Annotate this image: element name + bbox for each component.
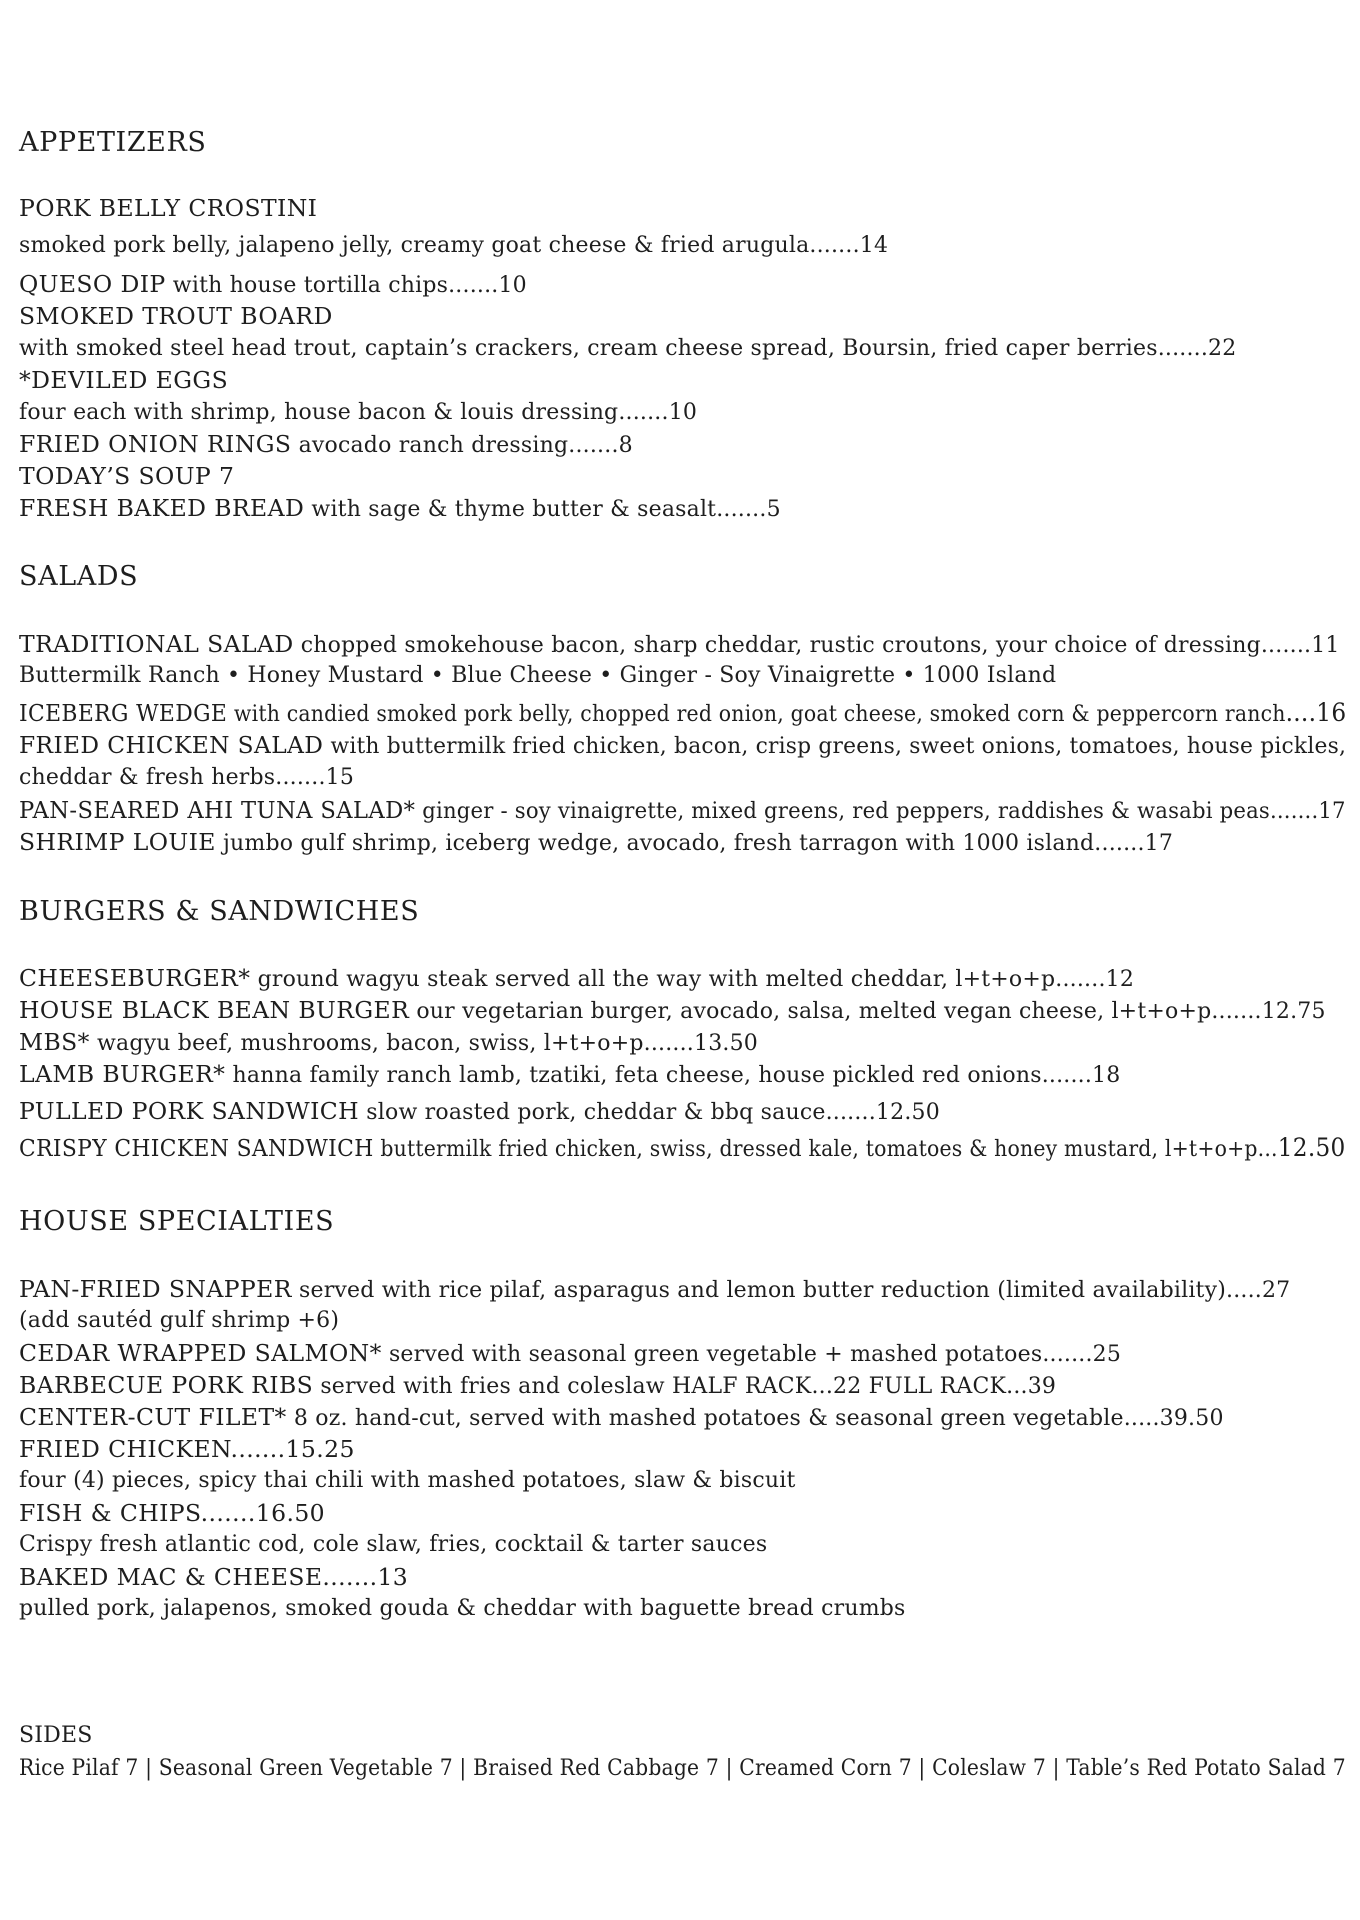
menu-item-ahi-tuna-salad [19, 796, 1346, 826]
menu-item-pork-belly-crostini [19, 194, 317, 224]
item-description: chopped smokehouse bacon, sharp cheddar, rustic croutons, your choice of dressing.......11 [293, 633, 1340, 658]
salads-heading: SALADS [19, 561, 139, 592]
item-description: served with seasonal green vegetable + mashed potatoes.......25 [381, 1342, 1122, 1367]
menu-item-fried-chicken [19, 1435, 355, 1465]
item-name: CRISPY CHICKEN SANDWICH [19, 1134, 374, 1162]
item-description: Crispy fresh atlantic cod, cole slaw, fries, cocktail & tarter sauces [19, 1532, 768, 1557]
menu-item-cedar-wrapped-salmon [19, 1339, 1121, 1369]
burgers-heading: BURGERS & SANDWICHES [19, 896, 420, 927]
item-name: MBS* [19, 1028, 90, 1056]
item-name: FRIED CHICKEN.......15.25 [19, 1435, 355, 1463]
item-name: CENTER-CUT FILET* [19, 1403, 287, 1431]
item-addon: (add sautéd gulf shrimp +6) [19, 1308, 340, 1333]
item-name: ICEBERG WEDGE [19, 699, 228, 727]
item-description: wagyu beef, mushrooms, bacon, swiss, l+t+o+p.......13.50 [89, 1031, 758, 1056]
item-description: served with rice pilaf, asparagus and lemon butter reduction (limited availability).....27 [291, 1278, 1291, 1303]
item-name: TODAY’S SOUP 7 [19, 462, 235, 490]
item-name: PORK BELLY CROSTINI [19, 194, 318, 222]
item-name: QUESO DIP [19, 270, 166, 298]
menu-item-smoked-trout-board [19, 302, 333, 332]
menu-item-center-cut-filet [19, 1403, 1224, 1433]
menu-item-iceberg-wedge [19, 699, 1346, 729]
item-name: HOUSE BLACK BEAN BURGER [19, 996, 410, 1024]
menu-item-fish-and-chips [19, 1499, 325, 1529]
menu-item-black-bean-burger [19, 996, 1326, 1026]
item-name: SHRIMP LOUIE [19, 828, 216, 856]
menu-item-crispy-chicken-sandwich [19, 1134, 1346, 1164]
item-description: avocado ranch dressing.......8 [291, 433, 633, 458]
menu-item-traditional-salad [19, 630, 1340, 660]
item-description: four (4) pieces, spicy thai chili with mashed potatoes, slaw & biscuit [19, 1468, 796, 1493]
item-price: 12.50 [1277, 1133, 1346, 1162]
item-description: ground wagyu steak served all the way with melted cheddar, l+t+o+p.......12 [250, 967, 1135, 992]
item-name: TRADITIONAL SALAD [19, 630, 294, 658]
item-description: slow roasted pork, cheddar & bbq sauce.......12.50 [359, 1100, 940, 1125]
item-description: with sage & thyme butter & seasalt.......5 [304, 497, 781, 522]
item-name: BAKED MAC & CHEESE.......13 [19, 1563, 409, 1591]
item-price: ....16 [1285, 698, 1347, 727]
item-description: with house tortilla chips.......10 [165, 273, 527, 298]
menu-item-barbecue-pork-ribs [19, 1371, 1056, 1401]
specialties-heading: HOUSE SPECIALTIES [19, 1206, 335, 1237]
item-name: LAMB BURGER* [19, 1060, 226, 1088]
item-name: SMOKED TROUT BOARD [19, 302, 333, 330]
item-name: *DEVILED EGGS [19, 366, 229, 394]
item-name: FRIED CHICKEN SALAD [19, 731, 324, 759]
menu-item-fresh-baked-bread [19, 494, 781, 524]
item-description: cheddar & fresh herbs.......15 [19, 765, 355, 790]
item-description: ginger - soy vinaigrette, mixed greens, red peppers, raddishes & wasabi peas.......17 [415, 799, 1346, 824]
item-description: with candied smoked pork belly, chopped red onion, goat cheese, smoked corn & peppercorn ranch [227, 702, 1286, 727]
item-name: PAN-SEARED AHI TUNA SALAD* [19, 796, 416, 824]
item-description: served with fries and coleslaw HALF RACK...22 FULL RACK...39 [313, 1374, 1057, 1399]
item-description: four each with shrimp, house bacon & louis dressing.......10 [19, 400, 698, 425]
item-description: jumbo gulf shrimp, iceberg wedge, avocado, fresh tarragon with 1000 island.......17 [215, 831, 1174, 856]
item-description: 8 oz. hand-cut, served with mashed potatoes & seasonal green vegetable.....39.50 [286, 1406, 1224, 1431]
menu-item-todays-soup [19, 462, 234, 492]
menu-item-deviled-eggs [19, 366, 228, 396]
item-description: with smoked steel head trout, captain’s crackers, cream cheese spread, Boursin, fried caper berries.......22 [19, 336, 1237, 361]
sides-list: Rice Pilaf 7 | Seasonal Green Vegetable 7 | Braised Red Cabbage 7 | Creamed Corn 7 | Coleslaw 7 | Table’s Red Potato Salad 7 [19, 1756, 1346, 1781]
item-description: pulled pork, jalapenos, smoked gouda & cheddar with baguette bread crumbs [19, 1596, 906, 1621]
menu-item-pulled-pork-sandwich [19, 1097, 940, 1127]
item-description: with buttermilk fried chicken, bacon, crisp greens, sweet onions, tomatoes, house pickles, [323, 734, 1347, 759]
item-description: our vegetarian burger, avocado, salsa, melted vegan cheese, l+t+o+p.......12.75 [409, 999, 1326, 1024]
item-name: PAN-FRIED SNAPPER [19, 1275, 292, 1303]
item-name: PULLED PORK SANDWICH [19, 1097, 360, 1125]
item-name: CEDAR WRAPPED SALMON* [19, 1339, 382, 1367]
item-description: buttermilk fried chicken, swiss, dressed kale, tomatoes & honey mustard, l+t+o+p... [373, 1137, 1278, 1162]
menu-item-lamb-burger [19, 1060, 1120, 1090]
dressing-options: Buttermilk Ranch • Honey Mustard • Blue Cheese • Ginger - Soy Vinaigrette • 1000 Island [19, 663, 1057, 688]
menu-item-shrimp-louie [19, 828, 1173, 858]
sides-heading: SIDES [19, 1723, 93, 1748]
appetizers-heading: APPETIZERS [19, 127, 207, 158]
item-name: FRESH BAKED BREAD [19, 494, 305, 522]
item-name: CHEESEBURGER* [19, 964, 251, 992]
menu-item-cheeseburger [19, 964, 1134, 994]
item-description: hanna family ranch lamb, tzatiki, feta cheese, house pickled red onions.......18 [225, 1063, 1121, 1088]
menu-item-fried-chicken-salad [19, 731, 1346, 761]
menu-item-fried-onion-rings [19, 430, 633, 460]
item-name: FISH & CHIPS.......16.50 [19, 1499, 326, 1527]
menu-item-baked-mac-and-cheese [19, 1563, 408, 1593]
menu-item-queso-dip [19, 270, 527, 300]
item-name: BARBECUE PORK RIBS [19, 1371, 314, 1399]
item-name: FRIED ONION RINGS [19, 430, 292, 458]
menu-item-mbs [19, 1028, 758, 1058]
menu-item-pan-fried-snapper [19, 1275, 1290, 1305]
item-description: smoked pork belly, jalapeno jelly, creamy goat cheese & fried arugula.......14 [19, 233, 889, 258]
